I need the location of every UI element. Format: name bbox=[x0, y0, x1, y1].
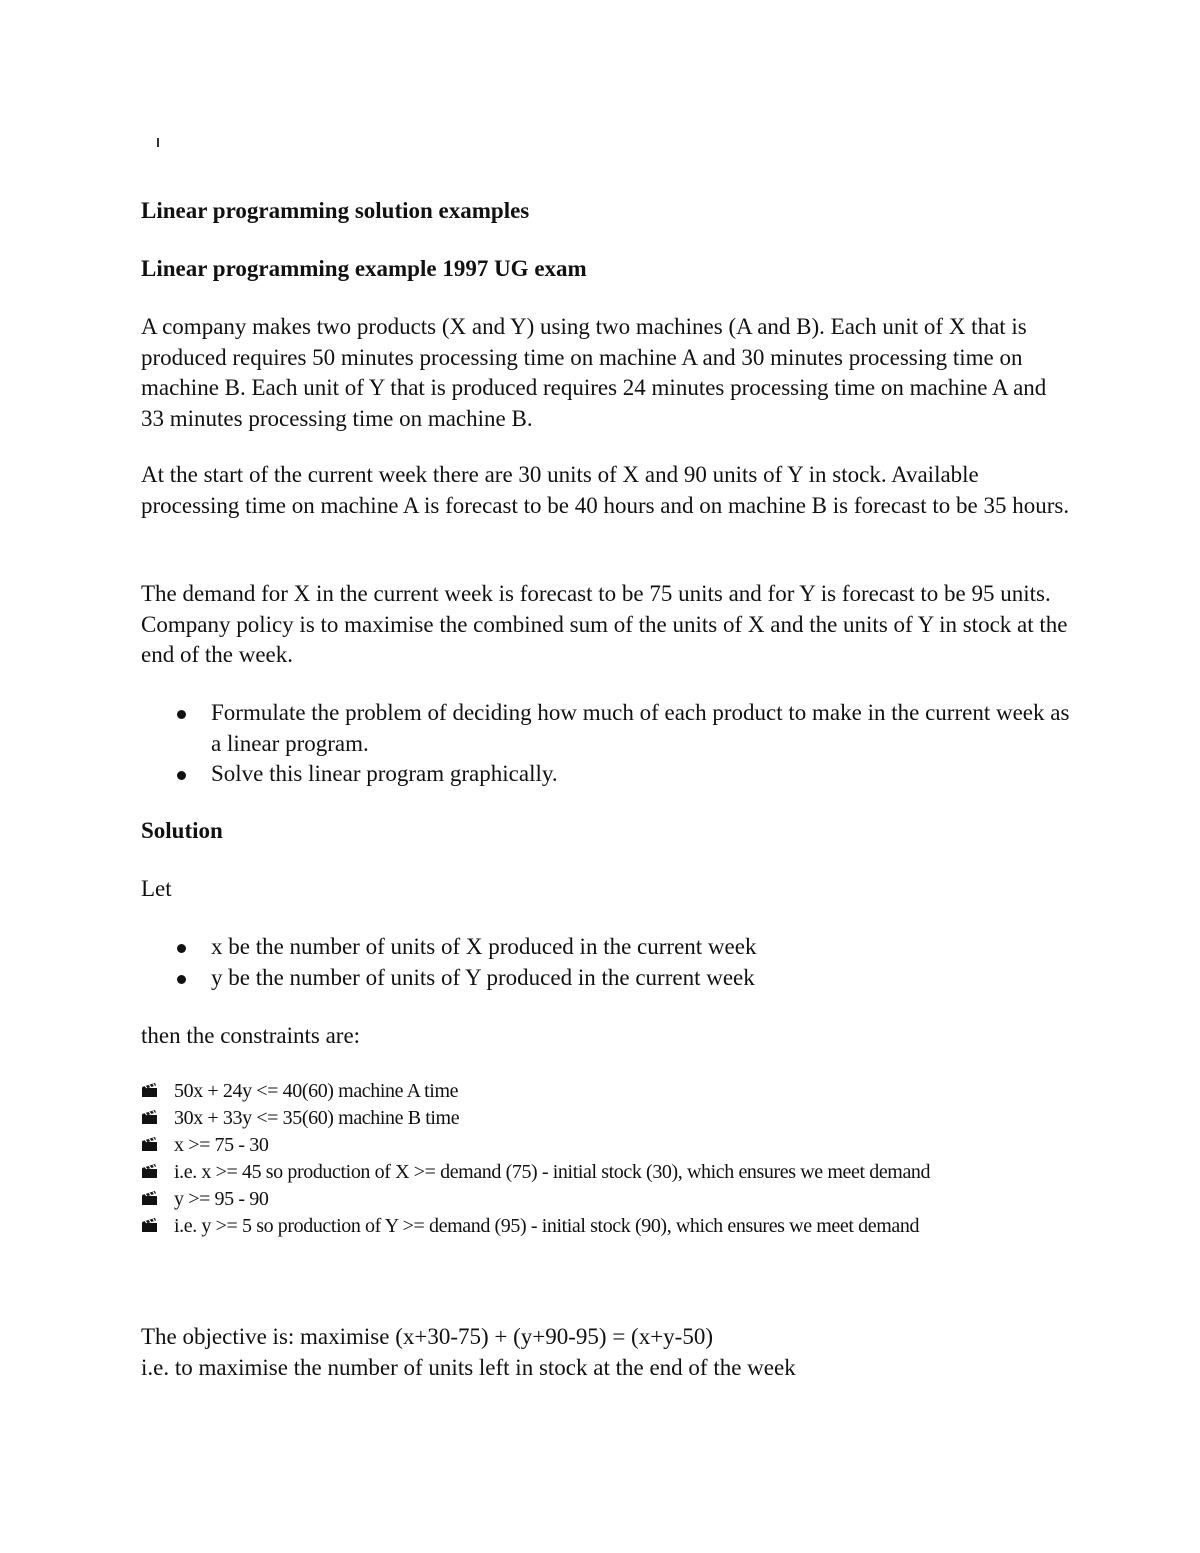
constraint-list bbox=[141, 1078, 1061, 1240]
list-item bbox=[141, 963, 1071, 994]
task-text: Solve this linear program graphically. bbox=[211, 761, 558, 786]
list-item bbox=[141, 759, 1071, 790]
task-text: Formulate the problem of deciding how much of each product to make in the current week as a linear program. bbox=[211, 700, 1070, 756]
clapperboard-icon bbox=[141, 1110, 158, 1125]
constraint-text: y >= 95 - 90 bbox=[174, 1188, 269, 1210]
document-subtitle: Linear programming example 1997 UG exam bbox=[141, 256, 587, 281]
list-item bbox=[141, 1159, 1061, 1186]
bullet-icon bbox=[177, 771, 186, 780]
list-item bbox=[141, 1186, 1061, 1213]
paragraph-demand: The demand for X in the current week is forecast to be 75 units and for Y is forecast to be 95 units. Company policy is to maximise the combined sum of the units of X and the units of Y in stock at the end of the week. bbox=[141, 581, 1068, 667]
document-title: Linear programming solution examples bbox=[141, 198, 530, 223]
bullet-icon bbox=[177, 710, 186, 719]
constraint-text: i.e. x >= 45 so production of X >= demand (75) - initial stock (30), which ensures we meet demand bbox=[174, 1161, 931, 1183]
variable-list bbox=[141, 932, 1071, 993]
task-list bbox=[141, 698, 1071, 790]
paragraph-stock: At the start of the current week there are 30 units of X and 90 units of Y in stock. Available processing time on machine A is forecast to be 40 hours and on machine B is forecast to be 35 hours. bbox=[141, 462, 1070, 518]
let-label: Let bbox=[141, 876, 172, 901]
bullet-icon bbox=[177, 975, 186, 984]
paragraph-problem: A company makes two products (X and Y) using two machines (A and B). Each unit of X that is produced requires 50 minutes processing time on machine A and 30 minutes processing time on machine B. Each unit of Y that is produced requires 24 minutes processing time on machine A and 33 minutes processing time on machine B. bbox=[141, 314, 1047, 431]
list-item bbox=[141, 1132, 1061, 1159]
clapperboard-icon bbox=[141, 1137, 158, 1152]
clapperboard-icon bbox=[141, 1191, 158, 1206]
clapperboard-icon bbox=[141, 1164, 158, 1179]
list-item bbox=[141, 932, 1071, 963]
clapperboard-icon bbox=[141, 1218, 158, 1233]
list-item bbox=[141, 1105, 1061, 1132]
constraints-intro: then the constraints are: bbox=[141, 1023, 361, 1048]
constraint-text: 30x + 33y <= 35(60) machine B time bbox=[174, 1107, 460, 1129]
objective-note: i.e. to maximise the number of units left in stock at the end of the week bbox=[141, 1355, 796, 1380]
bullet-icon bbox=[177, 944, 186, 953]
clapperboard-icon bbox=[141, 1083, 158, 1098]
solution-heading: Solution bbox=[141, 818, 223, 843]
variable-text: y be the number of units of Y produced in the current week bbox=[211, 964, 755, 990]
list-item bbox=[141, 698, 1071, 759]
constraint-text: x >= 75 - 30 bbox=[174, 1134, 269, 1156]
list-item bbox=[141, 1078, 1061, 1105]
objective: The objective is: maximise (x+30-75) + (y+90-95) = (x+y-50) bbox=[141, 1324, 714, 1349]
page-mark bbox=[157, 138, 159, 147]
list-item bbox=[141, 1213, 1061, 1240]
constraint-text: i.e. y >= 5 so production of Y >= demand (95) - initial stock (90), which ensures we meet demand bbox=[174, 1215, 920, 1237]
variable-text: x be the number of units of X produced in the current week bbox=[211, 934, 757, 959]
constraint-text: 50x + 24y <= 40(60) machine A time bbox=[174, 1080, 459, 1102]
